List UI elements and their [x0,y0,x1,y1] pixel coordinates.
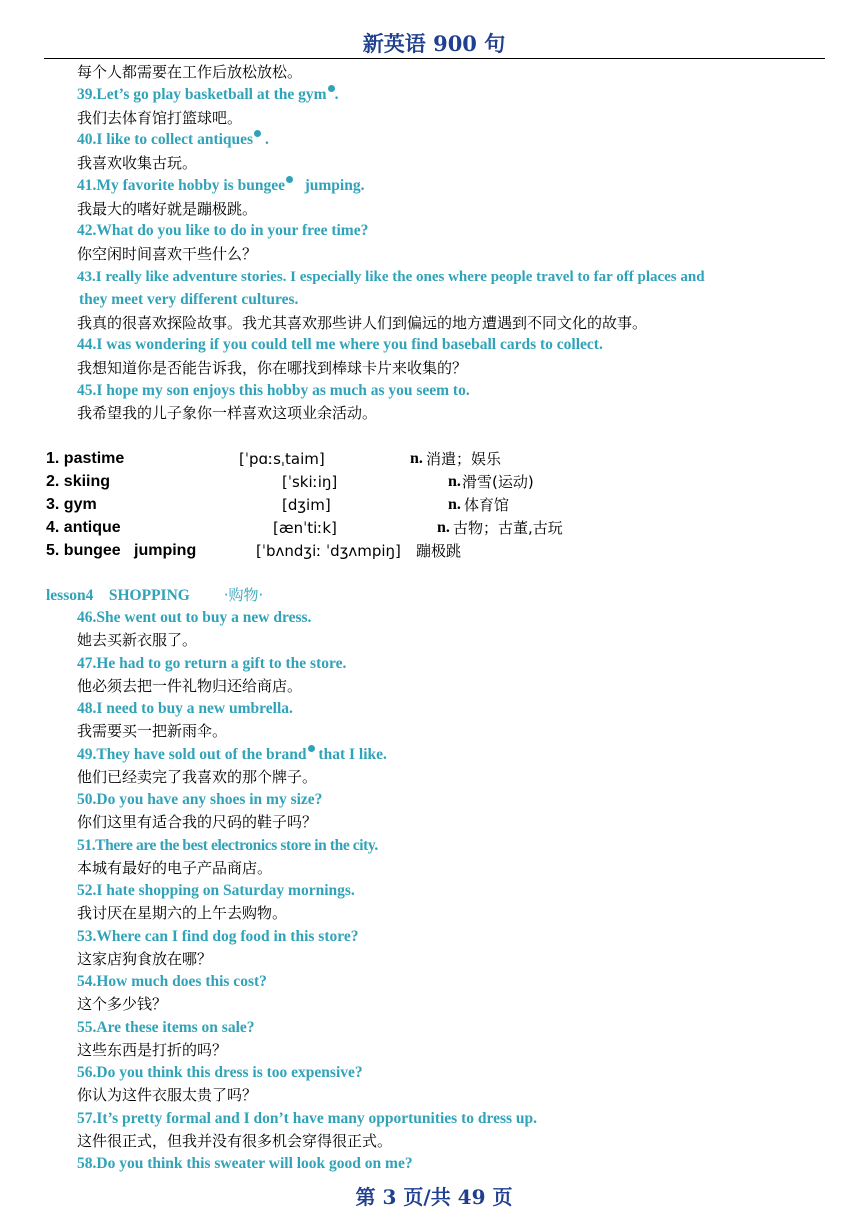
sentence-en: 42.What do you like to do in your free time? [77,222,369,239]
footnote-marker-icon [328,85,335,92]
sentence-en: 43.I really like adventure stories. I especially like the ones where people travel to far off places and [77,269,705,285]
sentence-zh: 本城有最好的电子产品商店。 [77,859,273,877]
sentence-zh: 这些东西是打折的吗？ [77,1041,228,1059]
sentence-en-continued: they meet very different cultures. [79,291,299,308]
vocab-row [46,449,826,469]
lesson-title-zh: ·购物· [223,586,264,604]
sentence-en: 39.Let’s go play basketball at the gym . [77,86,339,103]
sentence-en: 56.Do you think this dress is too expensive? [77,1064,363,1081]
sentence-en: 50.Do you have any shoes in my size? [77,791,323,808]
sentence-en: 46.She went out to buy a new dress. [77,609,312,626]
vocab-row [46,518,826,538]
sentence-en: 40.I like to collect antiques . [77,131,269,148]
vocab-pos: n. [448,496,461,513]
sentence-zh: 这家店狗食放在哪？ [77,950,213,968]
sentence-zh: 我们去体育馆打篮球吧。 [77,109,243,127]
vocab-phonetic: [ænˈtiːk] [273,519,337,537]
sentence-en: 51.There are the best electronics store in the city. [77,837,378,854]
sentence-zh: 他必须去把一件礼物归还给商店。 [77,677,303,695]
sentence-en: 49.They have sold out of the brand that I like. [77,746,387,763]
sentence-en: 45.I hope my son enjoys this hobby as much as you seem to. [77,382,470,399]
sentence-en: 44.I was wondering if you could tell me where you find baseball cards to collect. [77,336,603,353]
sentence-zh: 他们已经卖完了我喜欢的那个牌子。 [77,768,318,786]
vocab-meaning: 消遣；娱乐 [426,450,502,468]
intro-line: 每个人都需要在工作后放松放松。 [77,63,303,81]
vocab-row [46,495,826,515]
vocab-pos: n. [437,519,450,536]
sentence-en: 41.My favorite hobby is bungee jumping. [77,177,365,194]
sentence-zh: 这件很正式，但我并没有很多机会穿得很正式。 [77,1132,393,1150]
sentence-en: 52.I hate shopping on Saturday mornings. [77,882,355,899]
vocab-row [46,472,826,492]
sentence-zh: 你认为这件衣服太贵了吗？ [77,1086,258,1104]
sentence-en: 53.Where can I find dog food in this store? [77,928,359,945]
sentence-zh: 你空闲时间喜欢干些什么？ [77,245,258,263]
vocab-pos: n. [448,473,461,490]
page-footer-number: 第 3 页/共 49 页 [355,1185,513,1209]
vocab-word: 3. gym [46,496,97,513]
vocab-meaning: 蹦极跳 [416,542,462,560]
sentence-zh: 我希望我的儿子象你一样喜欢这项业余活动。 [77,404,378,422]
vocab-phonetic: [ˈbʌndʒiː ˈdʒʌmpiŋ] [256,542,401,560]
sentence-en: 48.I need to buy a new umbrella. [77,700,293,717]
sentence-en: 55.Are these items on sale? [77,1019,255,1036]
sentence-zh: 我喜欢收集古玩。 [77,154,198,172]
footnote-marker-icon [308,745,315,752]
vocab-meaning: 体育馆 [464,496,510,514]
sentence-en: 47.He had to go return a gift to the store. [77,655,347,672]
sentence-zh: 你们这里有适合我的尺码的鞋子吗？ [77,813,318,831]
sentence-zh: 我想知道你是否能告诉我，你在哪找到棒球卡片来收集的？ [77,359,468,377]
sentence-zh: 我需要买一把新雨伞。 [77,722,228,740]
lesson-label: lesson4 SHOPPING [46,587,190,604]
sentence-zh: 她去买新衣服了。 [77,631,198,649]
vocab-phonetic: [ˈskiːiŋ] [282,473,338,491]
lesson-heading [46,585,263,606]
sentence-zh: 这个多少钱？ [77,995,168,1013]
header-divider [44,58,825,59]
sentence-en: 58.Do you think this sweater will look good on me? [77,1155,413,1172]
vocab-pos: n. [410,450,423,467]
vocab-phonetic: [dʒim] [282,496,331,514]
vocab-meaning: 古物；古董,古玩 [453,519,563,537]
page-header-title: 新英语 900 句 [362,31,506,56]
vocab-word: 2. skiing [46,473,111,490]
vocab-word: 1. pastime [46,450,125,467]
sentence-en: 54.How much does this cost? [77,973,267,990]
sentence-en: 57.It’s pretty formal and I don’t have many opportunities to dress up. [77,1110,538,1127]
vocab-word: 4. antique [46,519,121,536]
sentence-zh: 我讨厌在星期六的上午去购物。 [77,904,288,922]
vocab-meaning: 滑雪(运动) [462,473,534,491]
sentence-zh: 我最大的嗜好就是蹦极跳。 [77,200,258,218]
footnote-marker-icon [286,176,293,183]
vocab-row [46,541,826,561]
vocab-word: 5. bungee jumping [46,542,197,559]
sentence-zh: 我真的很喜欢探险故事。我尤其喜欢那些讲人们到偏远的地方遭遇到不同文化的故事。 [77,314,648,332]
vocab-phonetic: [ˈpɑːsˌtaim] [239,450,325,468]
